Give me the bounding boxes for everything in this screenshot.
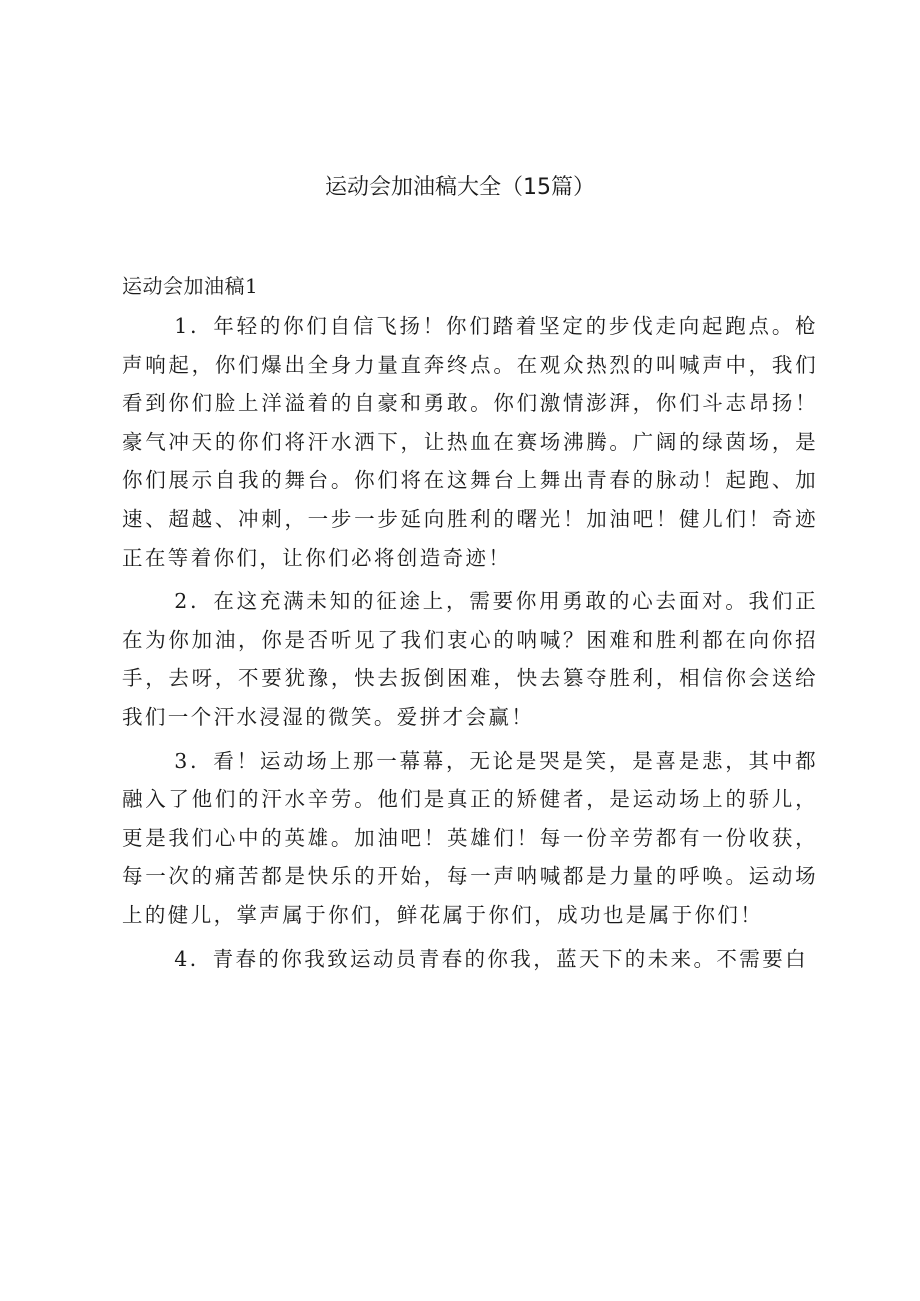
paragraph-3: 3．看！运动场上那一幕幕，无论是哭是笑，是喜是悲，其中都融入了他们的汗水辛劳。他们是真正的矫健者，是运动场上的骄儿，更是我们心中的英雄。加油吧！英雄们！每一份辛劳都有一份收获，每一次的痛苦都是快乐的开始，每一声呐喊都是力量的呼唤。运动场上的健儿，掌声属于你们，鲜花属于你们，成功也是属于你们！	[122, 748, 818, 927]
document-body	[122, 270, 818, 983]
paragraph-4: 4．青春的你我致运动员青春的你我，蓝天下的未来。不需要白	[174, 946, 809, 971]
document-title: 运动会加油稿大全（15篇）	[325, 175, 595, 200]
section-heading: 运动会加油稿1	[122, 274, 259, 298]
paragraph-1: 1．年轻的你们自信飞扬！你们踏着坚定的步伐走向起跑点。枪声响起，你们爆出全身力量直奔终点。在观众热烈的叫喊声中，我们看到你们脸上洋溢着的自豪和勇敢。你们激情澎湃，你们斗志昂扬！豪气冲天的你们将汗水洒下，让热血在赛场沸腾。广阔的绿茵场，是你们展示自我的舞台。你们将在这舞台上舞出青春的脉动！起跑、加速、超越、冲刺，一步一步延向胜利的曙光！加油吧！健儿们！奇迹正在等着你们，让你们必将创造奇迹！	[122, 314, 818, 570]
paragraph-2: 2．在这充满未知的征途上，需要你用勇敢的心去面对。我们正在为你加油，你是否听见了我们衷心的呐喊？困难和胜利都在向你招手，去呀，不要犹豫，快去扳倒困难，快去篡夺胜利，相信你会送给我们一个汗水浸湿的微笑。爱拼才会赢！	[122, 589, 818, 729]
